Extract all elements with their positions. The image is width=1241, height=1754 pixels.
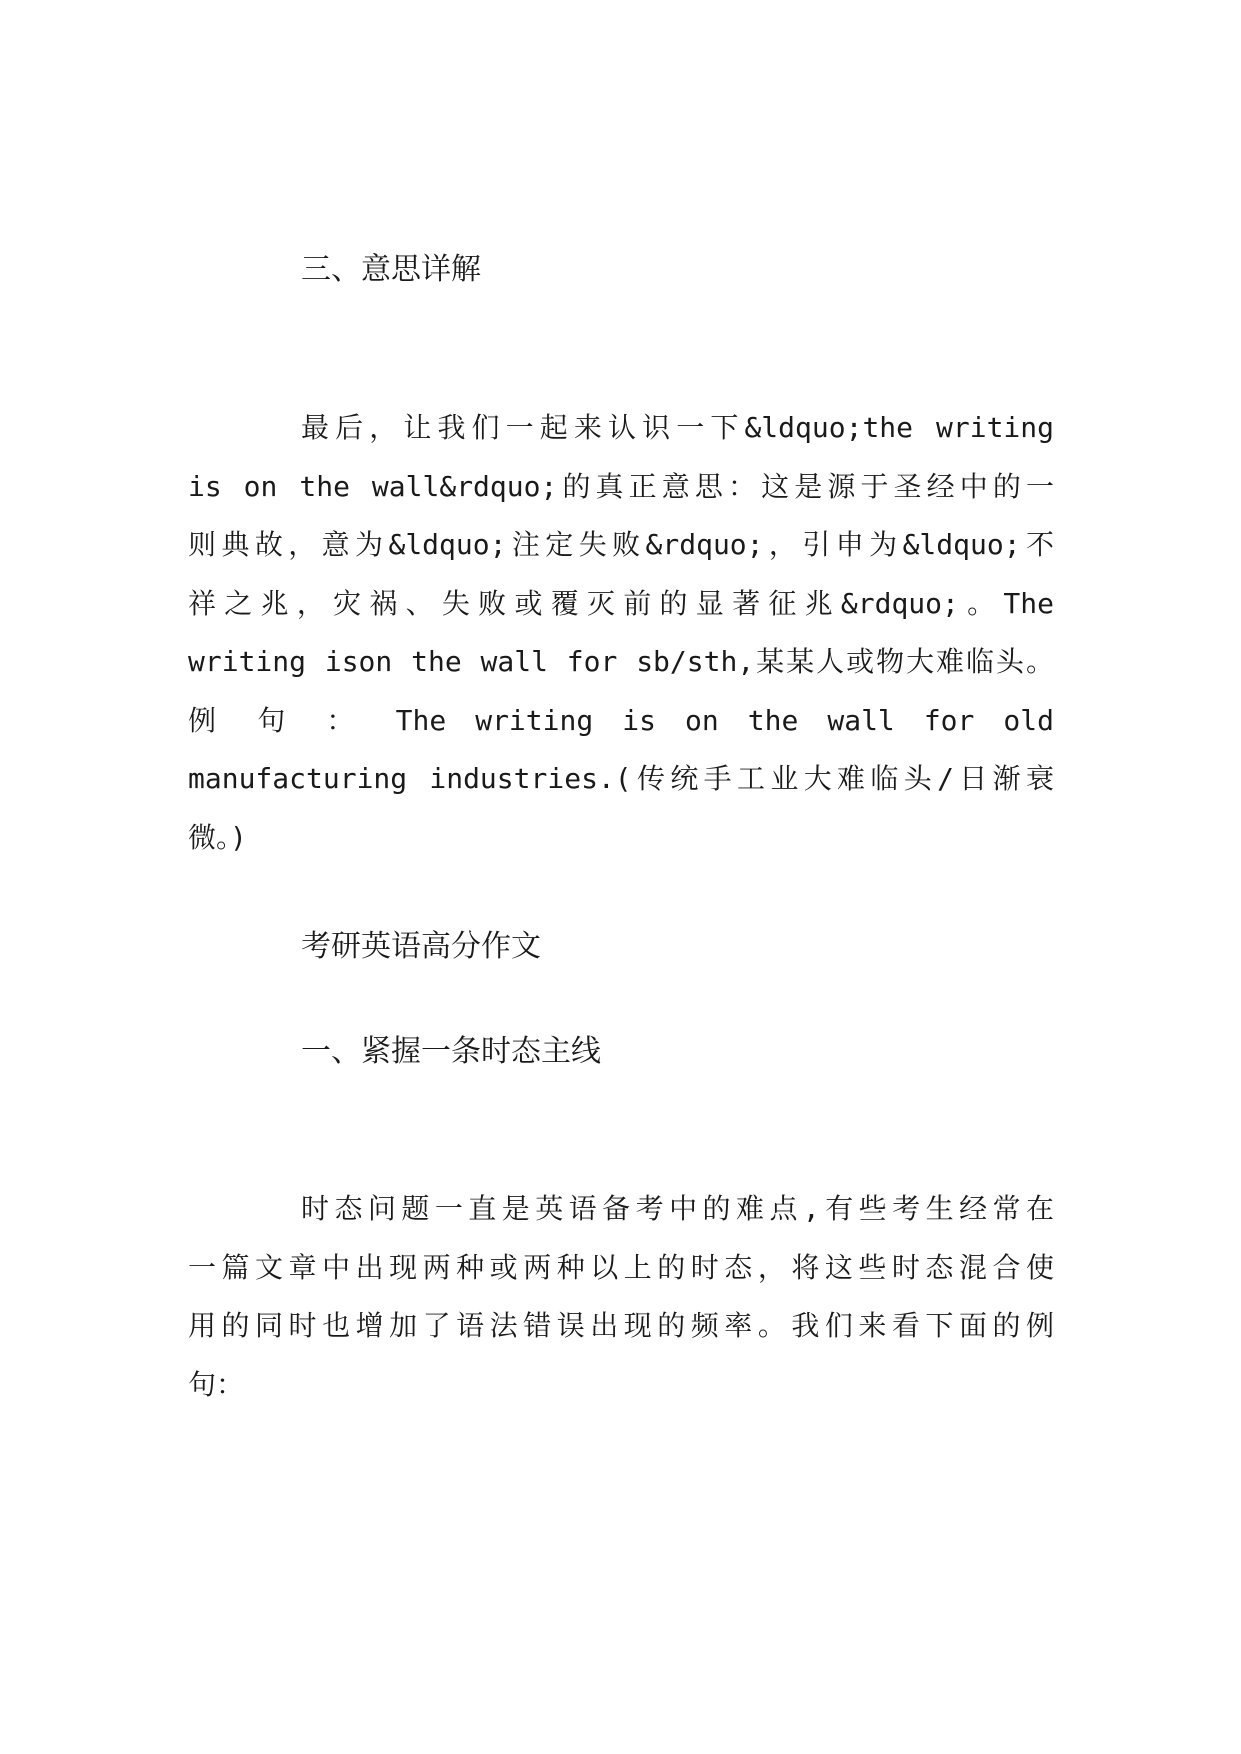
paragraph-line: 时态问题一直是英语备考中的难点,有些考生经常在 — [301, 1192, 1054, 1225]
paragraph-line: 微。) — [188, 820, 247, 854]
essay-title: 考研英语高分作文 — [301, 929, 541, 964]
paragraph-line: 祥之兆，灾祸、失败或覆灭前的显著征兆&rdquo;。The — [188, 586, 1054, 620]
paragraph-line: 一篇文章中出现两种或两种以上的时态，将这些时态混合使 — [188, 1250, 1054, 1284]
paragraph-line: 用的同时也增加了语法错误出现的频率。我们来看下面的例 — [188, 1309, 1054, 1342]
section-heading-tense: 一、紧握一条时态主线 — [301, 1034, 601, 1069]
paragraph-line: is on the wall&rdquo;的真正意思：这是源于圣经中的一 — [188, 469, 1054, 503]
paragraph-line: 例 句 ： The writing is on the wall for old — [188, 703, 1054, 737]
paragraph-tense — [188, 1180, 1054, 1414]
paragraph-line: manufacturing industries.(传统手工业大难临头/日渐衰 — [188, 762, 1054, 795]
section-heading-meaning: 三、意思详解 — [301, 252, 481, 287]
paragraph-line: writing ison the wall for sb/sth,某某人或物大难临头。 — [188, 645, 1054, 678]
paragraph-line: 句： — [188, 1367, 245, 1401]
paragraph-line: 则典故，意为&ldquo;注定失败&rdquo;，引申为&ldquo;不 — [188, 528, 1054, 561]
paragraph-line: 最后，让我们一起来认识一下&ldquo;the writing — [301, 411, 1054, 444]
paragraph-meaning — [188, 399, 1054, 867]
